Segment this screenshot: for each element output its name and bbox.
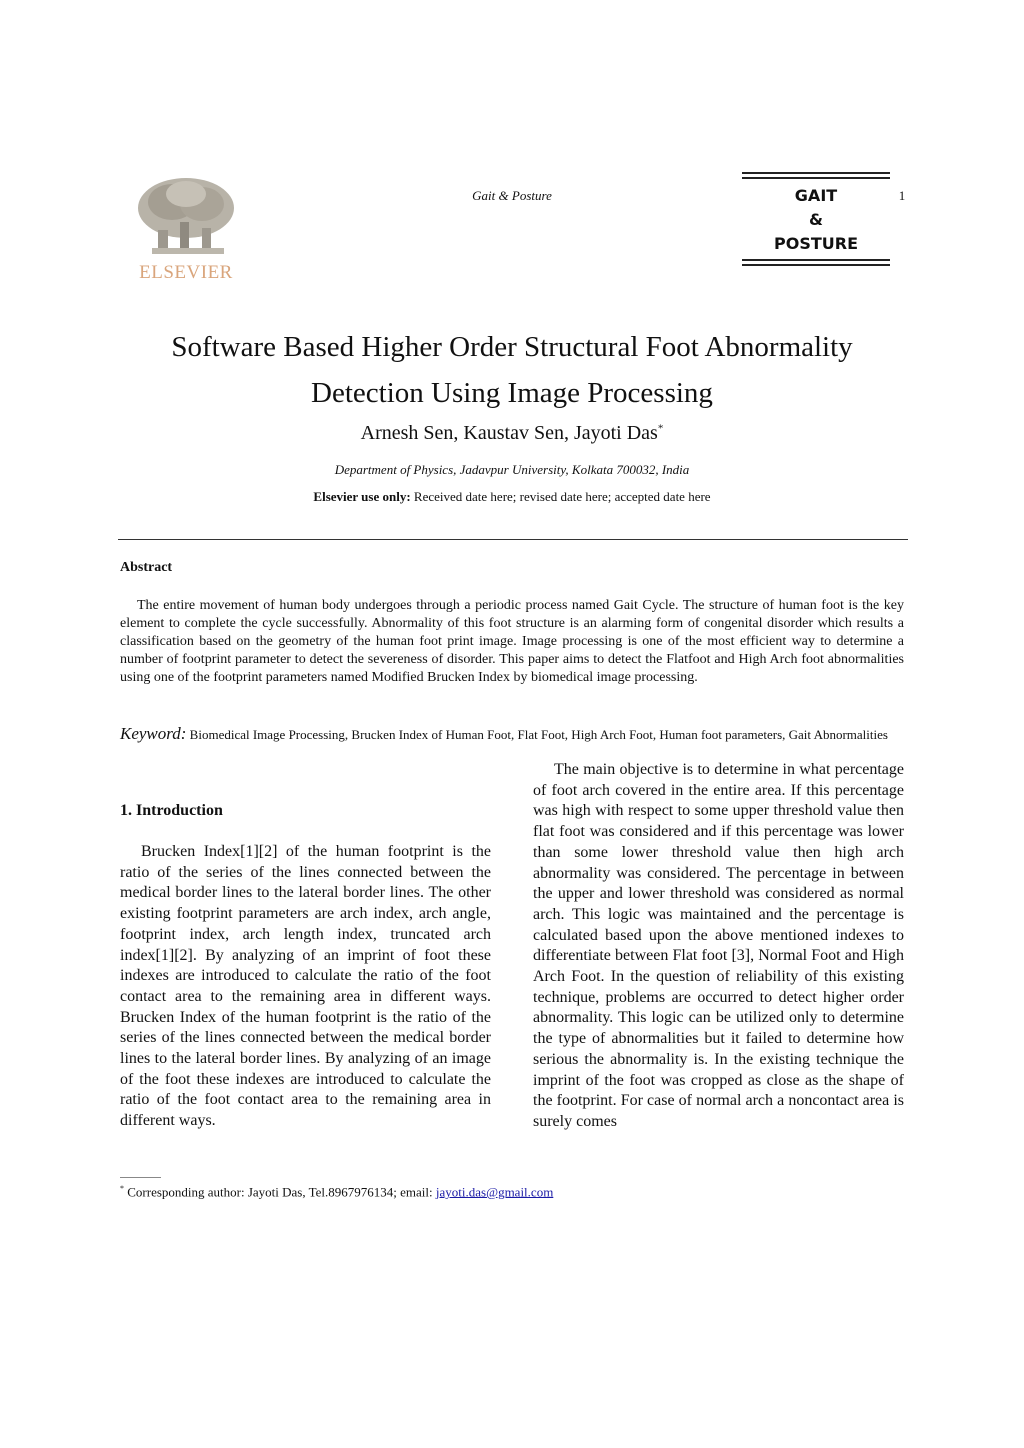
divider <box>118 539 908 540</box>
journal-badge-line: GAIT <box>794 186 838 205</box>
footnote-mark: * <box>120 1184 124 1193</box>
tree-icon <box>138 178 234 254</box>
journal-badge <box>742 172 890 266</box>
dates-label: Elsevier use only: <box>313 489 411 504</box>
keywords-text: Biomedical Image Processing, Brucken Index of Human Foot, Flat Foot, High Arch Foot, Human foot parameters, Gait Abnormalities <box>186 727 888 742</box>
footnote-divider <box>120 1177 161 1178</box>
keywords <box>120 725 904 743</box>
footnote <box>120 1184 553 1200</box>
abstract-body: The entire movement of human body undergoes through a periodic process named Gait Cycle. The structure of human foot is the key element to complete the cycle successfully. Abnormality of this foot structure is an alarming form of congenital disorder which results a classification based on the geometry of the human foot print image. Image processing is one of the most efficient way to determine a number of footprint parameter to detect the severeness of disorder. This paper aims to detect the Flatfoot and High Arch foot abnormalities using one of the footprint parameters named Modified Brucken Index by biomedical image processing. <box>120 598 904 685</box>
paper-title <box>60 324 964 416</box>
title-line: Software Based Higher Order Structural Foot Abnormality <box>171 331 853 363</box>
section-heading: 1. Introduction <box>120 802 223 819</box>
keywords-label: Keyword: <box>120 724 187 743</box>
email-link[interactable]: jayoti.das@gmail.com <box>435 1184 554 1200</box>
journal-badge-text <box>742 184 890 256</box>
affiliation: Department of Physics, Jadavpur University, Kolkata 700032, India <box>334 462 690 477</box>
left-column-paragraph: Brucken Index[1][2] of the human footprint is the ratio of the series of the lines connected between the medical border lines to the lateral border lines. The other existing footprint parameters are arch index, arch angle, footprint index, arch length index, truncated arch index[1][2]. By analyzing of an imprint of foot these indexes are introduced to calculate the ratio of the foot contact area to the remaining area in different ways. Brucken Index of the human footprint is the ratio of the series of the lines connected between the medical border lines to the lateral border lines. By analyzing of an image of the foot these indexes are introduced to calculate the ratio of the foot contact area to the remaining area in different ways. <box>120 843 491 1130</box>
author-list <box>60 422 964 445</box>
elsevier-logo <box>132 172 240 284</box>
dates-text: Received date here; revised date here; accepted date here <box>410 489 711 504</box>
footnote-text: Corresponding author: Jayoti Das, Tel.8967976134; email: <box>124 1184 436 1200</box>
journal-badge-line: POSTURE <box>773 234 858 253</box>
page-number: 1 <box>898 188 906 203</box>
publisher-logo-text: ELSEVIER <box>139 262 233 283</box>
running-head: Gait & Posture <box>472 188 552 203</box>
title-line: Detection Using Image Processing <box>311 377 713 409</box>
abstract-heading: Abstract <box>120 560 173 575</box>
corresponding-author-mark: * <box>657 422 664 435</box>
journal-badge-line: & <box>809 210 823 229</box>
publication-dates <box>60 489 964 505</box>
right-column-paragraph: The main objective is to determine in what percentage of foot arch covered in the entire area. If this percentage was high with respect to some upper threshold value then flat foot was considered and if this percentage was lower than some lower threshold value then high arch abnormality was considered. The percentage in between the upper and lower threshold was considered as normal arch. This logic was maintained and the percentage is calculated based upon the above mentioned indexes to differentiate between Flat foot [3], Normal Foot and High Arch Foot. In the question of reliability of this existing technique, problems are occurred to detect higher order abnormality. This logic can be utilized only to determine the type of abnormalities but it failed to determine how serious the abnormality is. In the existing technique the imprint of the foot was cropped as close as the shape of the footprint. For case of normal arch a noncontact area is surely comes <box>533 761 904 1130</box>
authors: Arnesh Sen, Kaustav Sen, Jayoti Das <box>360 422 658 444</box>
